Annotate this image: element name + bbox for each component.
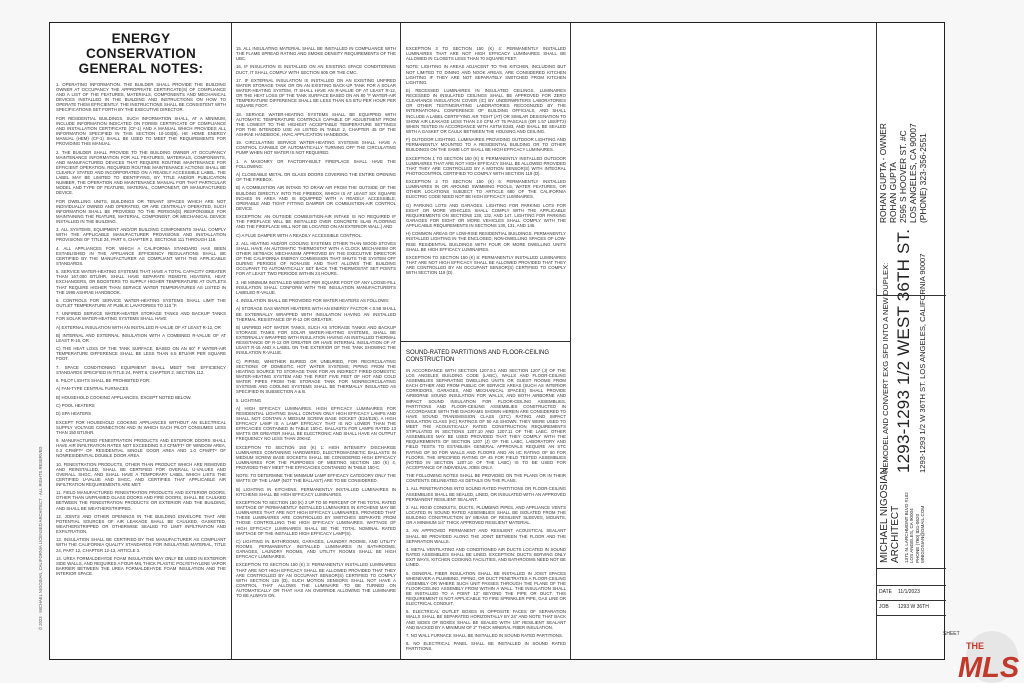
note-paragraph: A) FAN-TYPE CENTRAL FURNACES <box>56 386 129 392</box>
drawing-sheet: © 2023 · MICHAEL NIGOSIAN, CALIFORNIA LICENSED ARCHITECT · ALL RIGHTS RESERVED ENERGY CONSERVATION GENERAL NOTES: 1. OPERATING INFORMATION. THE BUILDER SHALL PROVIDE THE BUILDING OWNER AT OCCUPANCY THE APPROPRIATE CERTIFICATE(S) OF COMPLIANCE AND A LIST OF THE FEATURES, MATERIALS, COMPONENTS AND MECHANICAL DEVICES INSTALLED IN THE BUILDING AND INSTRUCTIONS ON HOW TO OPERATE THEM EFFICIENTLY. THE INSTRUCTIONS SHALL BE CONSISTENT WITH SPECIFICATIONS SET FORTH BY THE EXECUTIVE DIRECTOR. FOR RESIDENTIAL BUILDINGS, SUCH INFORMATION SHALL, AT A MINIMUM, INCLUDE INFORMATION INDICATED ON FORMS CERTIFICATE OF COMPLIANCE AND INSTALLATION CERTIFICATE (CF-1) AND A MANUAL WHICH PROVIDES ALL INFORMATION SPECIFIED IN THIS SECTION 10-103(B). HE HOME ENERGY MANUAL (HEM) (CF-1) SHALL BE USED TO MEET THE REQUIREMENTS FOR PROVIDING THIS MANUAL. 2. THE BUILDER SHALL PROVIDE TO THE BUILDING OWNER AT OCCUPANCY MAINTENANCE INFORMATION FOR ALL FEATURES, MATERIALS, COMPONENTS, AND MANUFACTURED DEVICES THAT REQUIRE ROUTINE MAINTENANCE FOR EFFICIENT OPERATION. REQUIRED ROUTINE MAINTENANCE ACTIONS SHALL BE CLEARLY STATED AND INCORPORATED ON A READILY ACCESSIBLE LABEL. THE LABEL MAY BE LIMITED TO IDENTIFYING, BY TITLE AND/OR PUBLICATION NUMBER, THE OPERATION AND MAINTENANCE MANUAL FOR THAT PARTICULAR MODEL AND TYPE OF FEATURE, MATERIAL, COMPONENT, OR MANUFACTURED DEVICE. FOR DWELLING UNITS, BUILDINGS OR TENANT SPACES WHICH ARE NOT INDIVIDUALLY OWNED AND OPERATED, OR ARE CENTRALLY OPERATED, SUCH INFORMATION SHALL BE PROVIDED TO THE PERSON(S) RESPONSIBLE FOR MAINTAINING THE FEATURE, MATERIAL, COMPONENT, OR MECHANICAL DEVICE INSTALLED IN THE BUILDING. 3. ALL SYSTEMS, EQUIPMENT AND/OR BUILDING COMPONENTS SHALL COMPLY WITH THE APPLICABLE MANUFACTURER PROVISIONS AND INSTALLATION PROVISIONS OF TITLE 24, PART 6, CHAPTER 2, SECTIONS 111 THROUGH 118. 4. ALL APPLIANCES FOR WHICH A CALIFORNIA STANDARD HAS BEEN ESTABLISHED IN THE APPLIANCE EFFICIENCY REGULATIONS SHALL BE CERTIFIED BY THE MANUFACTURER AS COMPLIANT WITH THE APPLICABLE STANDARDS. 5. SERVICE WATER-HEATING SYSTEMS THAT HAVE A TOTAL CAPACITY GREATER THAN 167,000 BTU/HR, SHALL HAVE SEPARATE REMOTE HEATERS, HEAT EXCHANGERS, OR BOOSTERS TO SUPPLY HIGHER TEMPERATURE AT OUTLETS THAT REQUIRE HIGHER THAN SERVICE WATER TEMPERATURES AS LISTED IN THE 1995 ASHRAE HANDBOOK. 6. CONTROLS FOR SERVICE WATER-HEATING SYSTEMS SHALL LIMIT THE OUTLET TEMPERATURE AT PUBLIC LAVATORIES TO 110 °F. 7. UNFIRED SERVICE WATER-HEATER STORAGE TANKS AND BACKUP TANKS FOR SOLAR WATER-HEATING SYSTEMS SHALL HAVE: A) EXTERNAL INSULATION WITH AN INSTALLED R-VALUE OF AT LEAST R-12, OR B) INTERNAL AND EXTERNAL INSULATION WITH A COMBINED R-VALUE OF AT LEAST R-16, OR C) THE HEAT LOSS OF THE TANK SURFACE, BASED ON AN 80° F WATER-AIR TEMPERATURE DIFFERENCE SHALL BE LESS THAN 6.5 BTU/HR PER SQUARE FOOT. 7. SPACE CONDITIONING EQUIPMENT SHALL MEET THE EFFICIENCY STANDARDS SPECIFIED IN TITLE 24, PART 6, CHAPTER 2, SECTION 112. 8. PILOT LIGHTS SHALL BE PROHIBITED FOR: A) FAN-TYPE CENTRAL FURNACES B) HOUSEHOLD COOKING APPLIANCES, EXCEPT NOTED BELOW. C) POOL HEATERS D) SPA HEATERS EXCEPT FOR HOUSEHOLD COOKING APPLIANCES WITHOUT AN ELECTRICAL SUPPLY VOLTAGE CONNECTION AND IN WHICH EACH PILOT CONSUMES LESS THAN 150 BTU/HR. 9. MANUFACTURED FENESTRATION PRODUCTS AND EXTERIOR DOORS SHALL HAVE AIR INFILTRATION RATES NOT EXCEEDING 0.3 CFM/FT² OF WINDOW AREA, 0.3 CFM/FT² OF RESIDENTIAL SINGLE DOOR AREA AND 1.0 CFM/FT² OF NONRESIDENTIAL DOUBLE DOOR AREA. 10. FENESTRATION PRODUCTS, OTHER THAN PRODUCT WHICH ARE REMOVED AND REINSTALLED, SHALL BE CERTIFIED FOR OVERALL U-VALUES AND OVERALL SHGC, AND SHALL HAVE A TEMPORARY LABEL WHICH LISTS THE CERTIFIED U-VALUE AND SHGC, AND CERTIFIES THAT APPLICABLE AIR INFILTRATION REQUIREMENTS ARE MET. 11. FIELD MANUFACTURED FENESTRATION PRODUCTS AND EXTERIOR DOORS, OTHER THAN UNFRAMED GLASS DOORS AND FIRE DOORS, SHALL BE CAULKED BETWEEN THE FENESTRATION PRODUCTS OR EXTERIOR AND THE BUILDING, AND SHALL BE WEATHERSTRIPPED. 12. JOINTS AND OTHER OPENINGS IN THE BUILDING ENVELOPE THAT ARE POTENTIAL SOURCES OF AIR LEAKAGE SHALL BE CAULKED, GASKETED, WEATHERSTRIPPED OR OTHERWISE SEALED TO LIMIT INFILTRATION AND EXFILTRATION. 13. INSULATION SHALL BE CERTIFIED BY THE MANUFACTURER AS COMPLIANT WITH THE CALIFORNIA QUALITY STANDARDS FOR INSULATING MATERIAL, TITLE 24, PART 12, CHAPTER 12-13, ARTICLE 3. 14. UREA FORMALDEHYDE FOAM INSULATION MAY ONLY BE USED IN EXTERIOR SIDE WALLS, AND REQUIRES A FOUR-MIL THICK PLASTIC POLYETHYLENE VAPOR BARRIER BETWEEN THE UREA FORMALDEHYDE FOAM INSULATION AND THE INTERIOR SPACE. 15. ALL INSULATING MATERIAL SHALL BE INSTALLED IN COMPLIANCE WITH THE FLAME SPREAD RATING AND SMOKE DENSITY REQUIREMENTS OF THE UBC. 16. IF INSULATION IS INSTALLED ON AN EXISTING SPACE CONDITIONING DUCT, IT SHALL COMPLY WITH SECTION 605 OR THE CMC. 17. IF EXTERNAL INSULATION IS INSTALLED ON AN EXISTING UNFIRED WATER STORAGE TANK OR ON AN EXISTING BACK-UP TANK FOR A SOLAR WATER-HEATING SYSTEM, IT SHALL HAVE AN R-VALUE OF AT LEAST R-12, OR THE HEAT LOSS OF THE TANK SURFACE BASED ON AN 80 °F WATER-AIR TEMPERATURE DIFFERENCE SHALL BE LESS THAN 6.5 BTU PER HOUR PER SQUARE FOOT. 18. SERVICE WATER-HEATING SYSTEMS SHALL BE EQUIPPED WITH AUTOMATIC TEMPERATURE CONTROLS CAPABLE OF ADJUSTMENT FROM THE LOWEST TO THE HIGHEST ACCEPTABLE TEMPERATURE SETTINGS FOR THE INTENDED USE AS LISTED IN TABLE 2, CHAPTER 45 OF THE ASHRAE HANDBOOK, HVAC APPLICATION HANDBOOK. 19. CIRCULATING SERVICE WATER-HEATING SYSTEMS SHALL HAVE A CONTROL CAPABLE OF AUTOMATICALLY TURNING OFF THE CIRCULATING PUMP WHEN HOT WATER IS NOT REQUIRED. 1. A MASONRY OR FACTORY-BUILT FIREPLACE SHALL HAVE THE FOLLOWING: A) CLOSEABLE METAL OR GLASS DOORS COVERING THE ENTIRE OPENING OF THE FIREBOX. B) A COMBUSTION AIR INTAKE TO DRAW AIR FROM THE OUTSIDE OF THE BUILDING DIRECTLY INTO THE FIREBOX, WHICH IS AT LEAST SIX SQUARE INCHES IN AREA AND IS EQUIPPED WITH A READILY ACCESSIBLE, OPERABLE AND TIGHT FITTING DAMPER OR COMBUSTION-AIR CONTROL DEVICE. EXCEPTION: AN OUTSIDE COMBUSTION-AIR INTAKE IS NO REQUIRED IF THE FIREPLACE WILL BE INSTALLED OVER CONCRETE SLAB FLOORING AND THE FIREPLACE WILL NOT BE LOCATED ON AN EXTERIOR WALL.) AND C) A FLUE DAMPER WITH A READILY ACCESSIBLE CONTROL. 2. ALL HEATING AND/OR COOLING SYSTEMS OTHER THAN WOOD STOVES SHALL HAVE AN AUTOMATIC THERMOSTAT WITH A CLOCK MECHANISM OR OTHER SETBACK MECHANISM APPROVED BY THE EXECUTIVE DIRECTOR OF THE CALIFORNIA ENERGY COMMISSION THAT SHUTS THE SYSTEM OFF DURING PERIODS OF NON-USE AND THAT ALLOWS THE BUILDING OCCUPANT TO AUTOMATICALLY SET BACK THE THERMOSTAT SET POINTS FOR AT LEAST TWO PERIODS WITHIN 24 HOURS. 3. HE MINIMUM INSTALLED WEIGHT PER SQUARE FOOT OF ANY LOOSE-FILL INSULATION SHALL CONFORM WITH THE INSULATION MANUFACTURER'S LABELED R-VALUE. 4. INSULATION SHALL BE PROVIDED FOR WATER HEATERS AS FOLLOWS: A) STORAGE GAS WATER HEATERS WITH AN ENERGY FACTOR < 0.58 SHALL BE EXTERNALLY WRAPPED WITH INSULATION HAVING AN INSTALLED THERMAL RESISTANCE OF R-12 OR GREATER. B) UNFIRED HOT WATER TANKS, SUCH AS STORAGE TANKS AND BACKUP STORAGE TANKS FOR SOLAR WATER-HEATING SYSTEMS, SHALL BE EXTERNALLY WRAPPED WITH INSULATION HAVING AN INSTALLED THERMAL RESISTANCE OF R-12 OR GREATER OR HAVE INTERNAL INSULATION OF AT LEAST R-16 AND A LABEL ON THE EXTERIOR OF THE TANK SHOWING THE INSULATION R-VALUE. C) PIPING, WHETHER BURIED OR UNBURIED, FOR RECIRCULATING SECTIONS OF DOMESTIC HOT WATER SYSTEMS; PIPING FROM THE HEATING SOURCE TO STORAGE TANK FOR AN INDIRECT FIRED DOMESTIC WATER-HEATING SYSTEM AND THE FIRST FIVE FEET OF HOT AND COLD WATER PIPES FROM THE STORAGE TANK FOR NONRECIRCULATING SYSTEMS AND COOLING SYSTEMS SHALL BE THERMALLY INSULATED AS SPECIFIED IN SUBSECTION A & B. 5. LIGHTING A) HIGH EFFICACY LUMINAIRES. HIGH EFFICACY LUMINAIRES FOR RESIDENTIAL LIGHTING SHALL CONTAIN ONLY HIGH EFFICACY LAMPS AND SHALL NOT CONTAIN A MEDIUM SCREW BASE SOCKET (E24/E26). A HIGH EFFICACY LAMP IS A LAMP EFFICACY THAT IS NO LOWER THAN THE EFFICACIES CONTAINED IN TABLE 150-C. BALLASTS FOR LAMPS RATED 13 WATTS OR GREATER SHALL BE ELECTRONIC AND SHALL HAVE AN OUTPUT FREQUENCY NO LESS THAN 20KHZ. EXCEPTION TO SECTION 150 (K) 1: HIGH INTENSITY DISCHARGE LUMINAIRES CONTAINING HARDWIRED, ELECTROMAGNETIC BALLASTS IN MEDIUM SCREW BASE SOCKETS SHALL BE CONSIDERED HIGH EFFICACY LUMINAIRES FOR THE PURPOSES OF MEETING SECTION 150 (K) 4, PROVIDED THEY MEET THE EFFICACIES CONTAINED IN TABLE 150-C. NOTE: TO DETERMINE THE MINIMUM LAMP EFFICACY CATEGORY ONLY THE WATTS OF THE LAMP (NOT THE BALLAST) ARE TO BE CONSIDERED. B) LIGHTING IN KITCHENS. PERMANENTLY INSTALLED LUMINAIRES IN KITCHENS SHALL BE HIGH EFFICACY LUMINAIRES. EXCEPTION TO SECTION 150 (K) 2 UP TO 50 PERCENT OF THE TOTAL RATED WATTAGE OF PERMANENTLY INSTALLED LUMINAIRES IN KITCHENS MAY BE LUMINAIRES THAT ARE NOT HIGH EFFICACY LUMINAIRES, PROVIDED THAT THESE LUMINAIRES ARE CONTROLLED BY SWITCHES SEPARATE FROM THOSE CONTROLLING THE HIGH EFFICACY LUMINAIRES. WATTAGE OF HIGH EFFICACY LUMINAIRES SHALL BE THE TOTAL NOMINAL RATED WATTAGE OF THE INSTALLED HIGH EFFICACY LAMP(S). C) LIGHTING IN BATHROOMS, GARAGES, LAUNDRY ROOMS, AND UTILITY ROOMS. PERMANENTLY INSTALLED LUMINAIRES IN BATHROOMS, GARAGES, LAUNDRY ROOMS, AND UTILITY ROOMS SHALL BE HIGH EFFICACY LUMINAIRES. EXCEPTION TO SECTION 150 (K) 3: PERMANENTLY INSTALLED LUMINAIRES THAT ARE NOT HIGH EFFICACY SHALL BE ALLOWED PROVIDED THAT THEY ARE CONTROLLED BY AN OCCUPANT SENSOR(S) CERTIFIED TO COMPLY WITH SECTION 119 (D), SUCH MOTION SENSORS SHALL NOT HAVE A CONTROL THAT ALLOWS THE LUMINAIRE TO BE TURNED ON AUTOMATICALLY OR THAT HAS AN OVERRIDE ALLOWING THE LUMINAIRE TO BE ALWAYS ON. EXCEPTION 3 TO SECTION 150 (K) 4: PERMANENTLY INSTALLED LUMINAIRES THAT ARE NOT HIGH EFFICACY LUMINAIRES SHALL BE ALLOWED IN CLOSETS LESS THAN 70 SQUARE FEET. NOTE: LIGHTING IN AREAS ADJACENT TO THE KITCHEN, INCLUDING BUT NOT LIMITED TO DINING AND NOOK AREAS, ARE CONSIDERED KITCHEN LIGHTING IF THEY ARE NOT SEPARATELY SWITCHED FROM KITCHEN LIGHTING. E) RECESSED LUMINAIRES IN INSULATED CEILINGS. LUMINAIRES RECESSED IN INSULATED CEILINGS SHALL BE APPROVED FOR ZERO CLEARANCE INSULATION COVER (IC) BY UNDERWRITERS LABORATORIES OR OTHER TESTING/RATING LABORATORIES RECOGNIZED BY THE INTERNATIONAL CONFERENCE OF BUILDING OFFICIALS, AND SHALL INCLUDE A LABEL CERTIFYING AIR TIGHT (AT) OR SIMILAR DESIGNATION TO SHOW AIR LEAKAGE LESS THAN 2.0 CFM AT 75 PASCALS (OR 1.57 LBS/FT2) WHEN TESTED IN ACCORDANCE WITH ASTM E283, AND SHALL BE SEALED WITH A GASKET OR CAULK BETWEEN THE HOUSING AND CEILING. F) OUTDOOR LIGHTING. LUMINAIRES PROVIDING OUTDOOR LIGHTING AND PERMANENTLY MOUNTED TO A RESIDENTIAL BUILDING OR TO OTHER BUILDINGS ON THE SAME LOT SHALL BE HIGH EFFICACY LUMINAIRES. EXCEPTION 1 TO SECTION 150 (K) 6: PERMANENTLY INSTALLED OUTDOOR LUMINAIRES THAT ARE NOT HIGH EFFICACY SHALL BE ALLOWED PROVIDED THAT THEY ARE CONTROLLED BY A MOTION SENSOR(S) WITH INTEGRAL PHOTOCONTROL CERTIFIED TO COMPLY WITH SECTION 119 (D). EXCEPTION 2 TO SECTION 150 (K) 6: PERMANENTLY INSTALLED LUMINAIRES IN OR AROUND SWIMMING POOLS, WATER FEATURES, OR OTHER LOCATIONS SUBJECT TO ARTICLE 680 OF THE CALIFORNIA ELECTRIC CODE NEED NOT BE HIGH EFFICACY LUMINAIRES. G) PARKING LOTS AND GARAGES. LIGHTING FOR PARKING LOTS FOR EIGHT OR MORE VEHICLES SHALL COMPLY WITH THE APPLICABLE REQUIREMENTS ON SECTIONS 130, 132, AND 147. LIGHTING FOR PARKING GARAGES FOR EIGHT OR MORE VEHICLES SHALL COMPLY WITH THE APPLICABLE REQUIREMENTS IN SECTIONS 130, 131, AND 146. H) COMMON AREAS OF LOW-RISE RESIDENTIAL BUILDINGS. PERMANENTLY INSTALLED LIGHTING IN THE ENCLOSED, NON-DWELLING SPACES OF LOW-RISE RESIDENTIAL BUILDINGS WITH FOUR OR MORE DWELLING UNITS SHALL BE HIGH EFFICACY LUMINAIRES. EXCEPTION TO SECTION 150 (K) 8: PERMANENTLY INSTALLED LUMINAIRES THAT ARE NOT HIGH EFFICACY SHALL BE ALLOWED PROVIDED THAT THEY ARE CONTROLLED BY AN OCCUPANT SENSOR(S) CERTIFIED TO COMPLY WITH SECTION 119 (D). SOUND-RATED PARTITIONS AND FLOOR-CEILING CONSTRUCTION IN ACCORDANCE WITH SECTION 1207.9.1 AND SECTION 1207 (J) OF THE LOS ANGELES BUILDING CODE (LABC), WALLS AND FLOOR-CEILING ASSEMBLIES SEPARATING DWELLING UNITS OR GUEST ROOMS FROM EACH OTHER AND FROM PUBLIC OR SERVICE AREAS (SUCH AS INTERIOR CORRIDORS, GARAGES, AND MECHANICAL SPACES) SHALL PROVIDE AIRBORNE SOUND INSULATION FOR WALLS, AND BOTH AIRBORNE AND IMPACT SOUND INSULATION FOR FLOOR-CEILING ASSEMBLIES. PARTITIONS AND FLOOR-CEILING ASSEMBLIES CONSTRUCTED IN ACCORDANCE WITH THE DIAGRAMS SHOWN HEREIN ARE CONSIDERED TO HAVE SOUND TRANSMISSION CLASS (STC) RATING AND IMPACT INSULATION CLASS (IIC) RATINGS OF 50 AS SHOWN. THEY WERE USED TO MEET THE ACOUSTICALLY RATED CONSTRUCTION REQUIREMENTS STIPULATED IN SECTIONS 1207.10 AND 1207.11 OF THE LABC. OTHER ASSEMBLIES MAY BE USED PROVIDED THAT THEY COMPLY WITH THE REQUIREMENTS OF SECTION 1207 (J) OF THE LABC. LABORATORY AND FIELD TESTS TO ESTABLISH GENERAL APPROVALS REQUIRE AN STC RATING OF 50 FOR WALLS AND FLOORS AND AN IIC RATING OF 50 FOR FLOORS. THE SPECIFIED RATING OF 45 FOR FIELD TESTED ASSEMBLIES (NOTED IN SECTION 1207.10 OF THE LABC) IS TO BE USED FOR ACCEPTANCE OF INDIVIDUAL JOBS ONLY. THE FOLLOWING NOTES SHALL BE PROVIDED ON THE PLANS OR IN THEIR CONTENTS DELINEATED AS DETAILS ON THE PLANS. 1. ALL PENETRATIONS INTO SOUND RATED PARTITIONS OR FLOOR-CEILING ASSEMBLIES SHALL BE SEALED, LINED, OR INSULATED WITH AN APPROVED PERMANENT RESILIENT SEALANT. 2. ALL RIGID CONDUITS, DUCTS, PLUMBING PIPES, AND APPLIANCE VENTS LOCATED IN SOUND RATED ASSEMBLIES SHALL BE ISOLATED FROM THE BUILDING CONSTRUCTION BY MEANS OF RESILIENT SLEEVES, MOUNTS, OR A MINIMUM 1/4" THICK APPROVED RESILIENT MATERIAL. 3. AN APPROVED PERMANENT AND RESILIENT ACOUSTICAL SEALANT SHALL BE PROVIDED ALONG THE JOINT BETWEEN THE FLOOR AND THE SEPARATION WALLS. 4. METAL VENTILATING AND CONDITIONED AIR DUCTS LOCATED IN SOUND RATED ASSEMBLIES SHALL BE LINED. EXCEPTION: DUCTS SERVING ONLY EXIT WAYS, KITCHEN COOKING FACILITIES, AND BATHROOMS NEED NOT BE LINED. 5. GENERAL FIBER INSULATION SHALL BE INSTALLED IN JOIST SPACES WHENEVER A PLUMBING, PIPING, OR DUCT PENETRATES A FLOOR-CEILING ASSEMBLY OR WHERE SUCH UNIT PASSES THROUGH THE PLANE OF THE FLOOR-CEILING ASSEMBLY FROM WITHIN A WALL. THE INSULATION SHALL BE INSTALLED TO A POINT 12" BEYOND THE PIPE OR DUCT. THIS REQUIREMENT IS NOT APPLICABLE TO FIRE SPRINKLER PIPE, GAS LINE OR ELECTRICAL CONDUIT. 6. ELECTRICAL OUTLET BOXES IN OPPOSITE FACES OF SEPARATION WALLS SHALL BE SEPARATED HORIZONTALLY BY 24" AND NOTE THAT BACK AND SIDES OF BOXES SHALL BE SEALED WITH 1/8" RESILIENT SEALANT AND BACKED BY A MINIMUM OF 2" THICK MINERAL FIBER INSULATION. 7. NO WALL FURNACE SHALL BE INSTALLED IN SOUND RATED PARTITIONS. 8. NO ELECTRICAL PANEL SHALL BE INSTALLED IN SOUND RATED PARTITIONS. ROHAN GUPTA - OWNER ROHAN GUPTA 2595 S HOOVER ST. #C LOS ANGELES, CA 90007 (PHONE) 323-356-2551 REMODEL AND CONVERT EXG SFD INTO A NEW DUPLEX: 1293-1293 1/2 WEST 36TH ST. 1293-1293 1/2 W 36TH ST. LOS ANGELES, CALIFORNIA 90007 MICHAEL NIGOSIAN ARCHITECT 1371 N. LARCHMONT BLVD #102 LOS ANGELES, CA 90004 PHONE (760) 831-0620 MNIGOSIAN@GMAIL.COM DATE 11/1/2023 JOB 1293 W 36TH SHEET THE MLS <box>0 0 1024 683</box>
note-paragraph: 4. INSULATION SHALL BE PROVIDED FOR WATER HEATERS AS FOLLOWS: <box>236 298 390 304</box>
note-paragraph: 13. INSULATION SHALL BE CERTIFIED BY THE MANUFACTURER AS COMPLIANT WITH THE CALIFORNIA QUALITY STANDARDS FOR INSULATING MATERIAL, TITLE 24, PART 12, CHAPTER 12-13, ARTICLE 3. <box>56 537 226 553</box>
note-paragraph: 7. UNFIRED SERVICE WATER-HEATER STORAGE TANKS AND BACKUP TANKS FOR SOLAR WATER-HEATING SYSTEMS SHALL HAVE: <box>56 311 226 322</box>
note-paragraph: 1. A MASONRY OR FACTORY-BUILT FIREPLACE SHALL HAVE THE FOLLOWING: <box>236 158 396 169</box>
date-label: DATE <box>879 589 892 595</box>
note-paragraph: F) OUTDOOR LIGHTING. LUMINAIRES PROVIDING OUTDOOR LIGHTING AND PERMANENTLY MOUNTED TO A RESIDENTIAL BUILDING OR TO OTHER BUILDINGS ON THE SAME LOT SHALL BE HIGH EFFICACY LUMINAIRES. <box>406 137 566 153</box>
owner-line: 2595 S HOOVER ST. #C <box>898 130 908 223</box>
note-paragraph: 5. LIGHTING <box>236 397 262 403</box>
note-paragraph: A) CLOSEABLE METAL OR GLASS DOORS COVERING THE ENTIRE OPENING OF THE FIREBOX. <box>236 172 396 183</box>
sound-rated-section <box>406 346 566 659</box>
note-paragraph: 8. NO ELECTRICAL PANEL SHALL BE INSTALLED IN SOUND RATED PARTITIONS. <box>406 641 566 652</box>
note-paragraph: 4. ALL APPLIANCES FOR WHICH A CALIFORNIA STANDARD HAS BEEN ESTABLISHED IN THE APPLIANCE EFFICIENCY REGULATIONS SHALL BE CERTIFIED BY THE MANUFACTURER AS COMPLIANT WITH THE APPLICABLE STANDARDS. <box>56 245 226 266</box>
note-paragraph: 16. IF INSULATION IS INSTALLED ON AN EXISTING SPACE CONDITIONING DUCT, IT SHALL COMPLY WITH SECTION 605 OR THE CMC. <box>236 64 396 75</box>
note-paragraph: FOR DWELLING UNITS, BUILDINGS OR TENANT SPACES WHICH ARE NOT INDIVIDUALLY OWNED AND OPERATED, OR ARE CENTRALLY OPERATED, SUCH INFORMATION SHALL BE PROVIDED TO THE PERSON(S) RESPONSIBLE FOR MAINTAINING THE FEATURE, MATERIAL, COMPONENT, OR MECHANICAL DEVICE INSTALLED IN THE BUILDING. <box>56 198 226 224</box>
note-paragraph: 3. HE MINIMUM INSTALLED WEIGHT PER SQUARE FOOT OF ANY LOOSE-FILL INSULATION SHALL CONFORM WITH THE INSULATION MANUFACTURER'S LABELED R-VALUE. <box>236 279 396 295</box>
sheet-frame <box>49 22 945 660</box>
note-paragraph: 1. ALL PENETRATIONS INTO SOUND RATED PARTITIONS OR FLOOR-CEILING ASSEMBLIES SHALL BE SEALED, LINED, OR INSULATED WITH AN APPROVED PERMANENT RESILIENT SEALANT. <box>406 486 566 502</box>
notes-column-3-body <box>406 46 566 275</box>
architect-name: MICHAEL NIGOSIAN <box>879 467 890 563</box>
note-paragraph: C) PIPING, WHETHER BURIED OR UNBURIED, FOR RECIRCULATING SECTIONS OF DOMESTIC HOT WATER SYSTEMS; PIPING FROM THE HEATING SOURCE TO STORAGE TANK FOR AN INDIRECT FIRED DOMESTIC WATER-HEATING SYSTEM AND THE FIRST FIVE FEET OF HOT AND COLD WATER PIPES FROM THE STORAGE TANK FOR NONRECIRCULATING SYSTEMS AND COOLING SYSTEMS SHALL BE THERMALLY INSULATED AS SPECIFIED IN SUBSECTION A & B. <box>236 358 396 395</box>
note-paragraph: 11. FIELD MANUFACTURED FENESTRATION PRODUCTS AND EXTERIOR DOORS, OTHER THAN UNFRAMED GLASS DOORS AND FIRE DOORS, SHALL BE CAULKED BETWEEN THE FENESTRATION PRODUCTS OR EXTERIOR AND THE BUILDING, AND SHALL BE WEATHERSTRIPPED. <box>56 490 226 511</box>
note-paragraph: H) COMMON AREAS OF LOW-RISE RESIDENTIAL BUILDINGS. PERMANENTLY INSTALLED LIGHTING IN THE ENCLOSED, NON-DWELLING SPACES OF LOW-RISE RESIDENTIAL BUILDINGS WITH FOUR OR MORE DWELLING UNITS SHALL BE HIGH EFFICACY LUMINAIRES. <box>406 231 566 252</box>
note-paragraph: B) LIGHTING IN KITCHENS. PERMANENTLY INSTALLED LUMINAIRES IN KITCHENS SHALL BE HIGH EFFICACY LUMINAIRES. <box>236 486 396 497</box>
mls-logo <box>952 627 1022 683</box>
architect-address: 1371 N. LARCHMONT BLVD #102 LOS ANGELES, CA 90004 PHONE (760) 831-0620 MNIGOSIAN@GMAIL.COM <box>904 492 926 563</box>
note-paragraph: EXCEPTION: AN OUTSIDE COMBUSTION-AIR INTAKE IS NO REQUIRED IF THE FIREPLACE WILL BE INSTALLED OVER CONCRETE SLAB FLOORING AND THE FIREPLACE WILL NOT BE LOCATED ON AN EXTERIOR WALL.) AND <box>236 214 396 230</box>
owner-line: LOS ANGELES, CA 90007 <box>908 123 918 223</box>
titleblock-rule <box>876 615 946 616</box>
mls-logo-the: THE <box>966 641 984 651</box>
title-block <box>876 23 946 659</box>
notes-column-3 <box>406 23 566 339</box>
note-paragraph: 4. METAL VENTILATING AND CONDITIONED AIR DUCTS LOCATED IN SOUND RATED ASSEMBLIES SHALL BE LINED. EXCEPTION: DUCTS SERVING ONLY EXIT WAYS, KITCHEN COOKING FACILITIES, AND BATHROOMS NEED NOT BE LINED. <box>406 546 566 568</box>
note-paragraph: B) UNFIRED HOT WATER TANKS, SUCH AS STORAGE TANKS AND BACKUP STORAGE TANKS FOR SOLAR WATER-HEATING SYSTEMS, SHALL BE EXTERNALLY WRAPPED WITH INSULATION HAVING AN INSTALLED THERMAL RESISTANCE OF R-12 OR GREATER OR HAVE INTERNAL INSULATION OF AT LEAST R-16 AND A LABEL ON THE EXTERIOR OF THE TANK SHOWING THE INSULATION R-VALUE. <box>236 324 396 356</box>
note-paragraph: 1. OPERATING INFORMATION. THE BUILDER SHALL PROVIDE THE BUILDING OWNER AT OCCUPANCY THE APPROPRIATE CERTIFICATE(S) OF COMPLIANCE AND A LIST OF THE FEATURES, MATERIALS, COMPONENTS AND MECHANICAL DEVICES INSTALLED IN THE BUILDING AND INSTRUCTIONS ON HOW TO OPERATE THEM EFFICIENTLY. THE INSTRUCTIONS SHALL BE CONSISTENT WITH SPECIFICATIONS SET FORTH BY THE EXECUTIVE DIRECTOR. <box>56 82 226 113</box>
sound-rated-body <box>406 368 566 651</box>
column-divider <box>231 23 232 659</box>
note-paragraph: 2. ALL HEATING AND/OR COOLING SYSTEMS OTHER THAN WOOD STOVES SHALL HAVE AN AUTOMATIC THERMOSTAT WITH A CLOCK MECHANISM OR OTHER SETBACK MECHANISM APPROVED BY THE EXECUTIVE DIRECTOR OF THE CALIFORNIA ENERGY COMMISSION THAT SHUTS THE SYSTEM OFF DURING PERIODS OF NON-USE AND THAT ALLOWS THE BUILDING OCCUPANT TO AUTOMATICALLY SET BACK THE THERMOSTAT SET POINTS FOR AT LEAST TWO PERIODS WITHIN 24 HOURS. <box>236 240 396 277</box>
project-address-large: 1293-1293 1/2 WEST 36TH ST. <box>894 228 913 473</box>
note-paragraph: NOTE: LIGHTING IN AREAS ADJACENT TO THE KITCHEN, INCLUDING BUT NOT LIMITED TO DINING AND NOOK AREAS, ARE CONSIDERED KITCHEN LIGHTING IF THEY ARE NOT SEPARATELY SWITCHED FROM KITCHEN LIGHTING. <box>406 64 566 85</box>
note-paragraph: B) A COMBUSTION AIR INTAKE TO DRAW AIR FROM THE OUTSIDE OF THE BUILDING DIRECTLY INTO THE FIREBOX, WHICH IS AT LEAST SIX SQUARE INCHES IN AREA AND IS EQUIPPED WITH A READILY ACCESSIBLE, OPERABLE AND TIGHT FITTING DAMPER OR COMBUSTION-AIR CONTROL DEVICE. <box>236 185 396 211</box>
note-paragraph: EXCEPTION 2 TO SECTION 150 (K) 6: PERMANENTLY INSTALLED LUMINAIRES IN OR AROUND SWIMMING POOLS, WATER FEATURES, OR OTHER LOCATIONS SUBJECT TO ARTICLE 680 OF THE CALIFORNIA ELECTRIC CODE NEED NOT BE HIGH EFFICACY LUMINAIRES. <box>406 179 566 200</box>
owner-line: ROHAN GUPTA - OWNER <box>878 123 888 223</box>
job-row <box>876 600 946 613</box>
mls-logo-graphic <box>952 627 1022 683</box>
sound-rated-title: SOUND-RATED PARTITIONS AND FLOOR-CEILING CONSTRUCTION <box>406 350 550 363</box>
note-paragraph: THE FOLLOWING NOTES SHALL BE PROVIDED ON THE PLANS OR IN THEIR CONTENTS DELINEATED AS DETAILS ON THE PLANS. <box>406 473 566 484</box>
date-row <box>876 585 946 598</box>
note-paragraph: EXCEPTION TO SECTION 150 (K) 2 UP TO 50 PERCENT OF THE TOTAL RATED WATTAGE OF PERMANENTLY INSTALLED LUMINAIRES IN KITCHENS MAY BE LUMINAIRES THAT ARE NOT HIGH EFFICACY LUMINAIRES, PROVIDED THAT THESE LUMINAIRES ARE CONTROLLED BY SWITCHES SEPARATE FROM THOSE CONTROLLING THE HIGH EFFICACY LUMINAIRES. WATTAGE OF HIGH EFFICACY LUMINAIRES SHALL BE THE TOTAL NOMINAL RATED WATTAGE OF THE INSTALLED HIGH EFFICACY LAMP(S). <box>236 500 396 536</box>
date-value: 11/1/2023 <box>898 589 920 595</box>
note-paragraph: C) POOL HEATERS <box>56 402 95 408</box>
sheet-label: SHEET <box>943 631 960 637</box>
note-paragraph: 17. IF EXTERNAL INSULATION IS INSTALLED ON AN EXISTING UNFIRED WATER STORAGE TANK OR ON AN EXISTING BACK-UP TANK FOR A SOLAR WATER-HEATING SYSTEM, IT SHALL HAVE AN R-VALUE OF AT LEAST R-12, OR THE HEAT LOSS OF THE TANK SURFACE BASED ON AN 80 °F WATER-AIR TEMPERATURE DIFFERENCE SHALL BE LESS THAN 6.5 BTU PER HOUR PER SQUARE FOOT. <box>236 77 396 109</box>
note-paragraph: 18. SERVICE WATER-HEATING SYSTEMS SHALL BE EQUIPPED WITH AUTOMATIC TEMPERATURE CONTROLS CAPABLE OF ADJUSTMENT FROM THE LOWEST TO THE HIGHEST ACCEPTABLE TEMPERATURE SETTINGS FOR THE INTENDED USE AS LISTED IN TABLE 2, CHAPTER 45 OF THE ASHRAE HANDBOOK, HVAC APPLICATION HANDBOOK. <box>236 111 396 137</box>
note-paragraph: NOTE: TO DETERMINE THE MINIMUM LAMP EFFICACY CATEGORY ONLY THE WATTS OF THE LAMP (NOT THE BALLAST) ARE TO BE CONSIDERED. <box>236 473 396 484</box>
note-paragraph: 15. ALL INSULATING MATERIAL SHALL BE INSTALLED IN COMPLIANCE WITH THE FLAME SPREAD RATING AND SMOKE DENSITY REQUIREMENTS OF THE UBC. <box>236 46 396 62</box>
note-paragraph: 12. JOINTS AND OTHER OPENINGS IN THE BUILDING ENVELOPE THAT ARE POTENTIAL SOURCES OF AIR LEAKAGE SHALL BE CAULKED, GASKETED, WEATHERSTRIPPED OR OTHERWISE SEALED TO LIMIT INFILTRATION AND EXFILTRATION. <box>56 513 226 535</box>
note-paragraph: 10. FENESTRATION PRODUCTS, OTHER THAN PRODUCT WHICH ARE REMOVED AND REINSTALLED, SHALL BE CERTIFIED FOR OVERALL U-VALUES AND OVERALL SHGC, AND SHALL HAVE A TEMPORARY LABEL WHICH LISTS THE CERTIFIED U-VALUE AND SHGC, AND CERTIFIES THAT APPLICABLE AIR INFILTRATION REQUIREMENTS ARE MET. <box>56 461 226 487</box>
note-paragraph: EXCEPT FOR HOUSEHOLD COOKING APPLIANCES WITHOUT AN ELECTRICAL SUPPLY VOLTAGE CONNECTION AND IN WHICH EACH PILOT CONSUMES LESS THAN 150 BTU/HR. <box>56 419 226 435</box>
notes-column-1 <box>56 23 226 659</box>
note-paragraph: 2. THE BUILDER SHALL PROVIDE TO THE BUILDING OWNER AT OCCUPANCY MAINTENANCE INFORMATION FOR ALL FEATURES, MATERIALS, COMPONENTS, AND MANUFACTURED DEVICES THAT REQUIRE ROUTINE MAINTENANCE FOR EFFICIENT OPERATION. REQUIRED ROUTINE MAINTENANCE ACTIONS SHALL BE CLEARLY STATED AND INCORPORATED ON A READILY ACCESSIBLE LABEL. THE LABEL MAY BE LIMITED TO IDENTIFYING, BY TITLE AND/OR PUBLICATION NUMBER, THE OPERATION AND MAINTENANCE MANUAL FOR THAT PARTICULAR MODEL AND TYPE OF FEATURE, MATERIAL, COMPONENT, OR MANUFACTURED DEVICE. <box>56 149 226 196</box>
column-divider <box>570 23 571 659</box>
note-paragraph: G) PARKING LOTS AND GARAGES. LIGHTING FOR PARKING LOTS FOR EIGHT OR MORE VEHICLES SHALL COMPLY WITH THE APPLICABLE REQUIREMENTS ON SECTIONS 130, 132, AND 147. LIGHTING FOR PARKING GARAGES FOR EIGHT OR MORE VEHICLES SHALL COMPLY WITH THE APPLICABLE REQUIREMENTS IN SECTIONS 130, 131, AND 146. <box>406 202 566 229</box>
note-paragraph: EXCEPTION TO SECTION 150 (K) 3: PERMANENTLY INSTALLED LUMINAIRES THAT ARE NOT HIGH EFFICACY SHALL BE ALLOWED PROVIDED THAT THEY ARE CONTROLLED BY AN OCCUPANT SENSOR(S) CERTIFIED TO COMPLY WITH SECTION 119 (D), SUCH MOTION SENSORS SHALL NOT HAVE A CONTROL THAT ALLOWS THE LUMINAIRE TO BE TURNED ON AUTOMATICALLY OR THAT HAS AN OVERRIDE ALLOWING THE LUMINAIRE TO BE ALWAYS ON. <box>236 562 396 599</box>
notes-column-1-body <box>56 82 226 576</box>
owner-line: ROHAN GUPTA <box>888 162 898 223</box>
note-paragraph: D) SPA HEATERS <box>56 411 91 417</box>
project-address-small: 1293-1293 1/2 W 36TH ST. LOS ANGELES, CALIFORNIA 90007 <box>918 253 927 473</box>
note-paragraph: B) HOUSEHOLD COOKING APPLIANCES, EXCEPT NOTED BELOW. <box>56 394 192 400</box>
titleblock-rule <box>876 568 946 569</box>
note-paragraph: 2. ALL RIGID CONDUITS, DUCTS, PLUMBING PIPES, AND APPLIANCE VENTS LOCATED IN SOUND RATED ASSEMBLIES SHALL BE ISOLATED FROM THE BUILDING CONSTRUCTION BY MEANS OF RESILIENT SLEEVES, MOUNTS, OR A MINIMUM 1/4" THICK APPROVED RESILIENT MATERIAL. <box>406 504 566 526</box>
note-paragraph: A) STORAGE GAS WATER HEATERS WITH AN ENERGY FACTOR < 0.58 SHALL BE EXTERNALLY WRAPPED WITH INSULATION HAVING AN INSTALLED THERMAL RESISTANCE OF R-12 OR GREATER. <box>236 306 396 322</box>
note-paragraph: A) EXTERNAL INSULATION WITH AN INSTALLED R-VALUE OF AT LEAST R-12, OR <box>56 324 221 330</box>
note-paragraph: C) LIGHTING IN BATHROOMS, GARAGES, LAUNDRY ROOMS, AND UTILITY ROOMS. PERMANENTLY INSTALLED LUMINAIRES IN BATHROOMS, GARAGES, LAUNDRY ROOMS, AND UTILITY ROOMS SHALL BE HIGH EFFICACY LUMINAIRES. <box>236 538 396 560</box>
notes-column-2 <box>236 23 396 659</box>
note-paragraph: C) A FLUE DAMPER WITH A READILY ACCESSIBLE CONTROL. <box>236 232 363 238</box>
note-paragraph: IN ACCORDANCE WITH SECTION 1207.9.1 AND SECTION 1207 (J) OF THE LOS ANGELES BUILDING CODE (LABC), WALLS AND FLOOR-CEILING ASSEMBLIES SEPARATING DWELLING UNITS OR GUEST ROOMS FROM EACH OTHER AND FROM PUBLIC OR SERVICE AREAS (SUCH AS INTERIOR CORRIDORS, GARAGES, AND MECHANICAL SPACES) SHALL PROVIDE AIRBORNE SOUND INSULATION FOR WALLS, AND BOTH AIRBORNE AND IMPACT SOUND INSULATION FOR FLOOR-CEILING ASSEMBLIES. PARTITIONS AND FLOOR-CEILING ASSEMBLIES CONSTRUCTED IN ACCORDANCE WITH THE DIAGRAMS SHOWN HEREIN ARE CONSIDERED TO HAVE SOUND TRANSMISSION CLASS (STC) RATING AND IMPACT INSULATION CLASS (IIC) RATINGS OF 50 AS SHOWN. THEY WERE USED TO MEET THE ACOUSTICALLY RATED CONSTRUCTION REQUIREMENTS STIPULATED IN SECTIONS 1207.10 AND 1207.11 OF THE LABC. OTHER ASSEMBLIES MAY BE USED PROVIDED THAT THEY COMPLY WITH THE REQUIREMENTS OF SECTION 1207 (J) OF THE LABC. LABORATORY AND FIELD TESTS TO ESTABLISH GENERAL APPROVALS REQUIRE AN STC RATING OF 50 FOR WALLS AND FLOORS AND AN IIC RATING OF 50 FOR FLOORS. THE SPECIFIED RATING OF 45 FOR FIELD TESTED ASSEMBLIES (NOTED IN SECTION 1207.10 OF THE LABC) IS TO BE USED FOR ACCEPTANCE OF INDIVIDUAL JOBS ONLY. <box>406 368 566 470</box>
note-paragraph: 7. SPACE CONDITIONING EQUIPMENT SHALL MEET THE EFFICIENCY STANDARDS SPECIFIED IN TITLE 24, PART 6, CHAPTER 2, SECTION 112. <box>56 364 226 375</box>
note-paragraph: 8. PILOT LIGHTS SHALL BE PROHIBITED FOR: <box>56 378 151 384</box>
note-paragraph: 3. ALL SYSTEMS, EQUIPMENT AND/OR BUILDING COMPONENTS SHALL COMPLY WITH THE APPLICABLE MANUFACTURER PROVISIONS AND INSTALLATION PROVISIONS OF TITLE 24, PART 6, CHAPTER 2, SECTIONS 111 THROUGH 118. <box>56 227 226 243</box>
note-paragraph: EXCEPTION 1 TO SECTION 150 (K) 6: PERMANENTLY INSTALLED OUTDOOR LUMINAIRES THAT ARE NOT HIGH EFFICACY SHALL BE ALLOWED PROVIDED THAT THEY ARE CONTROLLED BY A MOTION SENSOR(S) WITH INTEGRAL PHOTOCONTROL CERTIFIED TO COMPLY WITH SECTION 119 (D). <box>406 155 566 176</box>
note-paragraph: 6. CONTROLS FOR SERVICE WATER-HEATING SYSTEMS SHALL LIMIT THE OUTLET TEMPERATURE AT PUBLIC LAVATORIES TO 110 °F. <box>56 297 226 308</box>
note-paragraph: C) THE HEAT LOSS OF THE TANK SURFACE, BASED ON AN 80° F WATER-AIR TEMPERATURE DIFFERENCE SHALL BE LESS THAN 6.5 BTU/HR PER SQUARE FOOT. <box>56 346 226 362</box>
note-paragraph: 6. ELECTRICAL OUTLET BOXES IN OPPOSITE FACES OF SEPARATION WALLS SHALL BE SEPARATED HORIZONTALLY BY 24" AND NOTE THAT BACK AND SIDES OF BOXES SHALL BE SEALED WITH 1/8" RESILIENT SEALANT AND BACKED BY A MINIMUM OF 2" THICK MINERAL FIBER INSULATION. <box>406 609 566 630</box>
architect-title: ARCHITECT <box>890 505 901 563</box>
job-label: JOB <box>879 604 889 610</box>
owner-line: (PHONE) 323-356-2551 <box>918 133 928 223</box>
note-paragraph: 5. SERVICE WATER-HEATING SYSTEMS THAT HAVE A TOTAL CAPACITY GREATER THAN 167,000 BTU/HR, SHALL HAVE SEPARATE REMOTE HEATERS, HEAT EXCHANGERS, OR BOOSTERS TO SUPPLY HIGHER TEMPERATURE AT OUTLETS THAT REQUIRE HIGHER THAN SERVICE WATER TEMPERATURES AS LISTED IN THE 1995 ASHRAE HANDBOOK. <box>56 269 226 295</box>
notes-title: ENERGY CONSERVATION GENERAL NOTES: <box>78 31 204 76</box>
job-value: 1293 W 36TH <box>898 604 929 610</box>
note-paragraph: E) RECESSED LUMINAIRES IN INSULATED CEILINGS. LUMINAIRES RECESSED IN INSULATED CEILINGS SHALL BE APPROVED FOR ZERO CLEARANCE INSULATION COVER (IC) BY UNDERWRITERS LABORATORIES OR OTHER TESTING/RATING LABORATORIES RECOGNIZED BY THE INTERNATIONAL CONFERENCE OF BUILDING OFFICIALS, AND SHALL INCLUDE A LABEL CERTIFYING AIR TIGHT (AT) OR SIMILAR DESIGNATION TO SHOW AIR LEAKAGE LESS THAN 2.0 CFM AT 75 PASCALS (OR 1.57 LBS/FT2) WHEN TESTED IN ACCORDANCE WITH ASTM E283, AND SHALL BE SEALED WITH A GASKET OR CAULK BETWEEN THE HOUSING AND CEILING. <box>406 88 566 134</box>
note-paragraph: 9. MANUFACTURED FENESTRATION PRODUCTS AND EXTERIOR DOORS SHALL HAVE AIR INFILTRATION RATES NOT EXCEEDING 0.3 CFM/FT² OF WINDOW AREA, 0.3 CFM/FT² OF RESIDENTIAL SINGLE DOOR AREA AND 1.0 CFM/FT² OF NONRESIDENTIAL DOUBLE DOOR AREA. <box>56 438 226 459</box>
note-paragraph: EXCEPTION TO SECTION 150 (K) 8: PERMANENTLY INSTALLED LUMINAIRES THAT ARE NOT HIGH EFFICACY SHALL BE ALLOWED PROVIDED THAT THEY ARE CONTROLLED BY AN OCCUPANT SENSOR(S) CERTIFIED TO COMPLY WITH SECTION 119 (D). <box>406 254 566 276</box>
note-paragraph: A) HIGH EFFICACY LUMINAIRES. HIGH EFFICACY LUMINAIRES FOR RESIDENTIAL LIGHTING SHALL CONTAIN ONLY HIGH EFFICACY LAMPS AND SHALL NOT CONTAIN A MEDIUM SCREW BASE SOCKET (E24/E26). A HIGH EFFICACY LAMP IS A LAMP EFFICACY THAT IS NO LOWER THAN THE EFFICACIES CONTAINED IN TABLE 150-C. BALLASTS FOR LAMPS RATED 13 WATTS OR GREATER SHALL BE ELECTRONIC AND SHALL HAVE AN OUTPUT FREQUENCY NO LESS THAN 20KHZ. <box>236 405 396 442</box>
mls-logo-text: MLS <box>958 652 1020 683</box>
notes-column-2-body <box>236 46 396 598</box>
note-paragraph: B) INTERNAL AND EXTERNAL INSULATION WITH A COMBINED R-VALUE OF AT LEAST R-16, OR <box>56 332 226 343</box>
section-divider <box>400 341 570 342</box>
note-paragraph: FOR RESIDENTIAL BUILDINGS, SUCH INFORMATION SHALL, AT A MINIMUM, INCLUDE INFORMATION INDICATED ON FORMS CERTIFICATE OF COMPLIANCE AND INSTALLATION CERTIFICATE (CF-1) AND A MANUAL WHICH PROVIDES ALL INFORMATION SPECIFIED IN THIS SECTION 10-103(B). HE HOME ENERGY MANUAL (HEM) (CF-1) SHALL BE USED TO MEET THE REQUIREMENTS FOR PROVIDING THIS MANUAL. <box>56 115 226 147</box>
note-paragraph: 3. AN APPROVED PERMANENT AND RESILIENT ACOUSTICAL SEALANT SHALL BE PROVIDED ALONG THE JOINT BETWEEN THE FLOOR AND THE SEPARATION WALLS. <box>406 528 566 544</box>
note-paragraph: EXCEPTION TO SECTION 150 (K) 1: HIGH INTENSITY DISCHARGE LUMINAIRES CONTAINING HARDWIRED, ELECTROMAGNETIC BALLASTS IN MEDIUM SCREW BASE SOCKETS SHALL BE CONSIDERED HIGH EFFICACY LUMINAIRES FOR THE PURPOSES OF MEETING SECTION 150 (K) 4, PROVIDED THEY MEET THE EFFICACIES CONTAINED IN TABLE 150-C. <box>236 444 396 471</box>
note-paragraph: EXCEPTION 3 TO SECTION 150 (K) 4: PERMANENTLY INSTALLED LUMINAIRES THAT ARE NOT HIGH EFFICACY LUMINAIRES SHALL BE ALLOWED IN CLOSETS LESS THAN 70 SQUARE FEET. <box>406 46 566 62</box>
project-description: REMODEL AND CONVERT EXG SFD INTO A NEW DUPLEX: <box>881 262 890 473</box>
note-paragraph: 19. CIRCULATING SERVICE WATER-HEATING SYSTEMS SHALL HAVE A CONTROL CAPABLE OF AUTOMATICALLY TURNING OFF THE CIRCULATING PUMP WHEN HOT WATER IS NOT REQUIRED. <box>236 140 396 156</box>
note-paragraph: 7. NO WALL FURNACE SHALL BE INSTALLED IN SOUND RATED PARTITIONS. <box>406 632 564 638</box>
note-paragraph: 5. GENERAL FIBER INSULATION SHALL BE INSTALLED IN JOIST SPACES WHENEVER A PLUMBING, PIPING, OR DUCT PENETRATES A FLOOR-CEILING ASSEMBLY OR WHERE SUCH UNIT PASSES THROUGH THE PLANE OF THE FLOOR-CEILING ASSEMBLY FROM WITHIN A WALL. THE INSULATION SHALL BE INSTALLED TO A POINT 12" BEYOND THE PIPE OR DUCT. THIS REQUIREMENT IS NOT APPLICABLE TO FIRE SPRINKLER PIPE, GAS LINE OR ELECTRICAL CONDUIT. <box>406 570 566 607</box>
note-paragraph: 14. UREA FORMALDEHYDE FOAM INSULATION MAY ONLY BE USED IN EXTERIOR SIDE WALLS, AND REQUIRES A FOUR-MIL THICK PLASTIC POLYETHYLENE VAPOR BARRIER BETWEEN THE UREA FORMALDEHYDE FOAM INSULATION AND THE INTERIOR SPACE. <box>56 555 226 577</box>
